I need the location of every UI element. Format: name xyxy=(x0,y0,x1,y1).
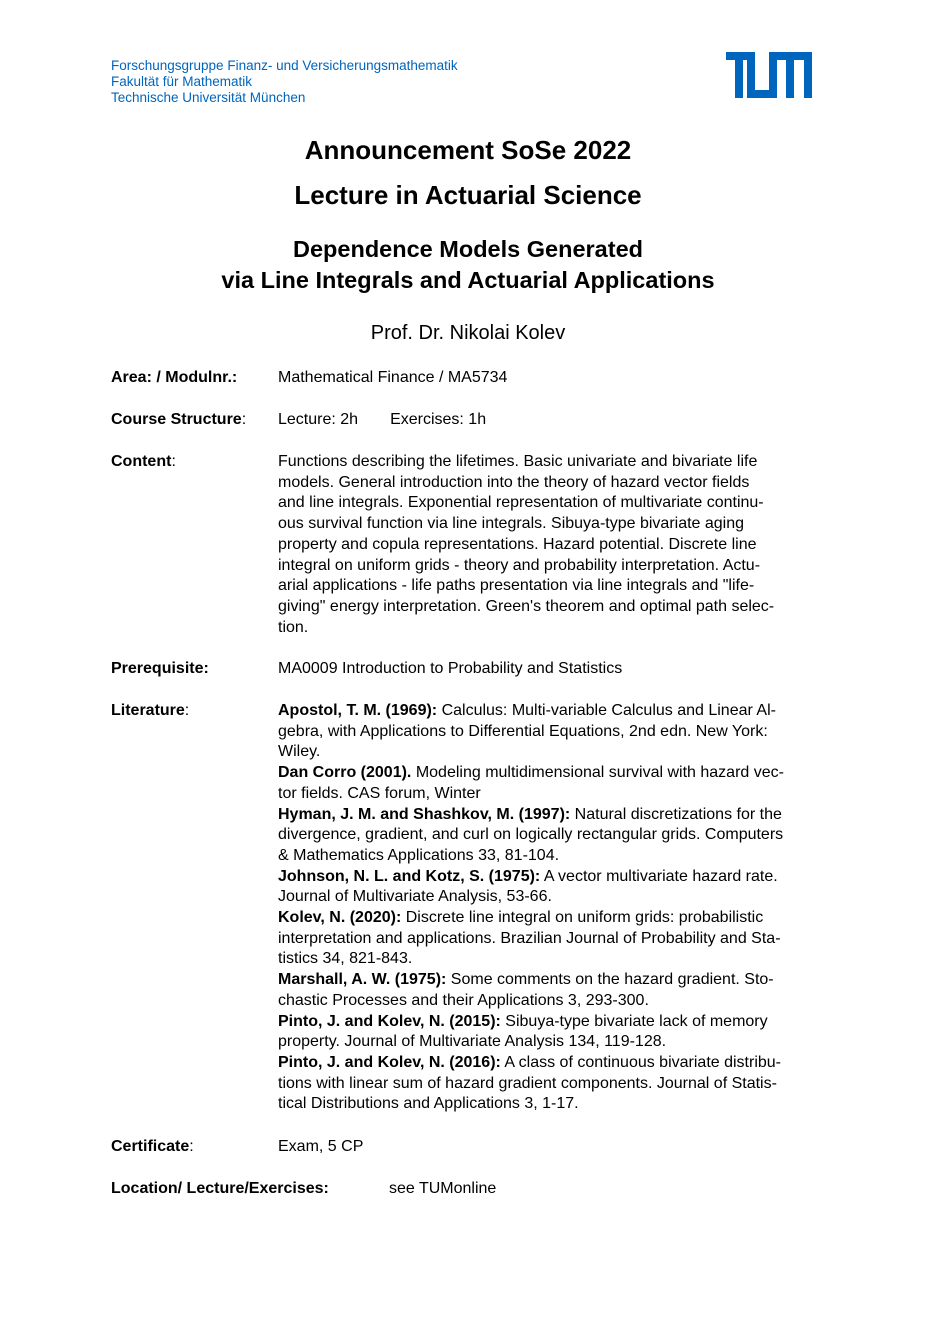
reference-author: Apostol, T. M. (1969): xyxy=(278,702,438,719)
content-label: Content: xyxy=(111,453,176,470)
prerequisite-value: MA0009 Introduction to Probability and Statistics xyxy=(278,660,623,677)
lecture-hours: Lecture: 2h xyxy=(278,411,359,428)
header-line-faculty: Fakultät für Mathematik xyxy=(111,74,253,89)
course-structure-value xyxy=(278,410,834,431)
reference-item: Pinto, J. and Kolev, N. (2016): A class of continuous bivariate distribu- tions with linear sum of hazard gradient components. Journal of Statis- tical Distributions and Applications 3, 1-17. xyxy=(278,1053,782,1113)
content-line: property and copula representations. Hazard potential. Discrete line xyxy=(278,535,757,553)
reference-item: Hyman, J. M. and Shashkov, M. (1997): Natural discretizations for the divergence, gradient, and curl on logically rectangular grids. Computers & Mathematics Applications 33, 81-104. xyxy=(278,805,784,864)
content-line: and line integrals. Exponential representation of multivariate continu- xyxy=(278,494,764,512)
reference-author: Marshall, A. W. (1975): xyxy=(278,971,447,989)
literature-list xyxy=(278,701,834,1115)
course-title-line-1: Dependence Models Generated xyxy=(293,236,643,262)
reference-author: Pinto, J. and Kolev, N. (2016): xyxy=(278,1053,501,1071)
header-line-university: Technische Universität München xyxy=(111,90,306,105)
reference-author: Hyman, J. M. and Shashkov, M. (1997): xyxy=(278,805,571,823)
institution-header xyxy=(111,58,458,106)
header-line-group: Forschungsgruppe Finanz- und Versicherungsmathematik xyxy=(111,58,458,73)
location-label: Location/ Lecture/Exercises: xyxy=(111,1180,329,1197)
reference-item: Marshall, A. W. (1975): Some comments on the hazard gradient. Sto- chastic Processes and their Applications 3, 293-300. xyxy=(278,971,774,1009)
content-line: Functions describing the lifetimes. Basic univariate and bivariate life xyxy=(278,453,758,470)
author-name: Prof. Dr. Nikolai Kolev xyxy=(370,322,566,344)
course-structure-label: Course Structure: xyxy=(111,411,247,428)
lecture-title: Lecture in Actuarial Science xyxy=(294,180,642,210)
location-value: see TUMonline xyxy=(389,1180,497,1197)
reference-author: Dan Corro (2001). xyxy=(278,764,412,782)
content-line: integral on uniform grids - theory and probability interpretation. Actu- xyxy=(278,556,761,574)
certificate-label: Certificate: xyxy=(111,1138,194,1155)
reference-item: Dan Corro (2001). Modeling multidimensional survival with hazard vec- tor fields. CAS forum, Winter xyxy=(278,764,784,802)
content-line: arial applications - life paths presentation via line integrals and "life- xyxy=(278,577,755,595)
area-label: Area: / Modulnr.: xyxy=(111,369,238,386)
content-line: ous survival function via line integrals. Sibuya-type bivariate aging xyxy=(278,515,745,533)
reference-author: Kolev, N. (2020): xyxy=(278,909,402,927)
reference-item: Johnson, N. L. and Kotz, S. (1975): A vector multivariate hazard rate. Journal of Multivariate Analysis, 53-66. xyxy=(278,867,778,906)
reference-item: Apostol, T. M. (1969): Calculus: Multi-variable Calculus and Linear Al- gebra, with Applications to Differential Equations, 2nd edn. New York: Wiley. xyxy=(278,702,776,761)
content-description xyxy=(278,452,834,638)
content-line: tion. xyxy=(278,618,309,636)
reference-author: Johnson, N. L. and Kotz, S. (1975): xyxy=(278,867,541,885)
certificate-value: Exam, 5 CP xyxy=(278,1138,364,1155)
exercise-hours: Exercises: 1h xyxy=(390,411,487,428)
prerequisite-label: Prerequisite: xyxy=(111,660,209,677)
content-line: giving" energy interpretation. Green's theorem and optimal path selec- xyxy=(278,597,775,615)
course-title-line-2: via Line Integrals and Actuarial Applications xyxy=(221,267,715,293)
reference-author: Pinto, J. and Kolev, N. (2015): xyxy=(278,1012,501,1030)
course-title xyxy=(0,234,936,296)
content-line: models. General introduction into the theory of hazard vector fields xyxy=(278,473,750,491)
area-value: Mathematical Finance / MA5734 xyxy=(278,369,508,386)
literature-label: Literature: xyxy=(111,702,190,719)
tum-logo xyxy=(726,52,812,98)
reference-item: Pinto, J. and Kolev, N. (2015): Sibuya-type bivariate lack of memory property. Journal of Multivariate Analysis 134, 119-128. xyxy=(278,1012,768,1051)
announcement-title: Announcement SoSe 2022 xyxy=(304,135,632,165)
reference-item: Kolev, N. (2020): Discrete line integral on uniform grids: probabilistic interpretation and applications. Brazilian Journal of Probability and Sta- tistics 34, 821-843. xyxy=(278,909,781,968)
